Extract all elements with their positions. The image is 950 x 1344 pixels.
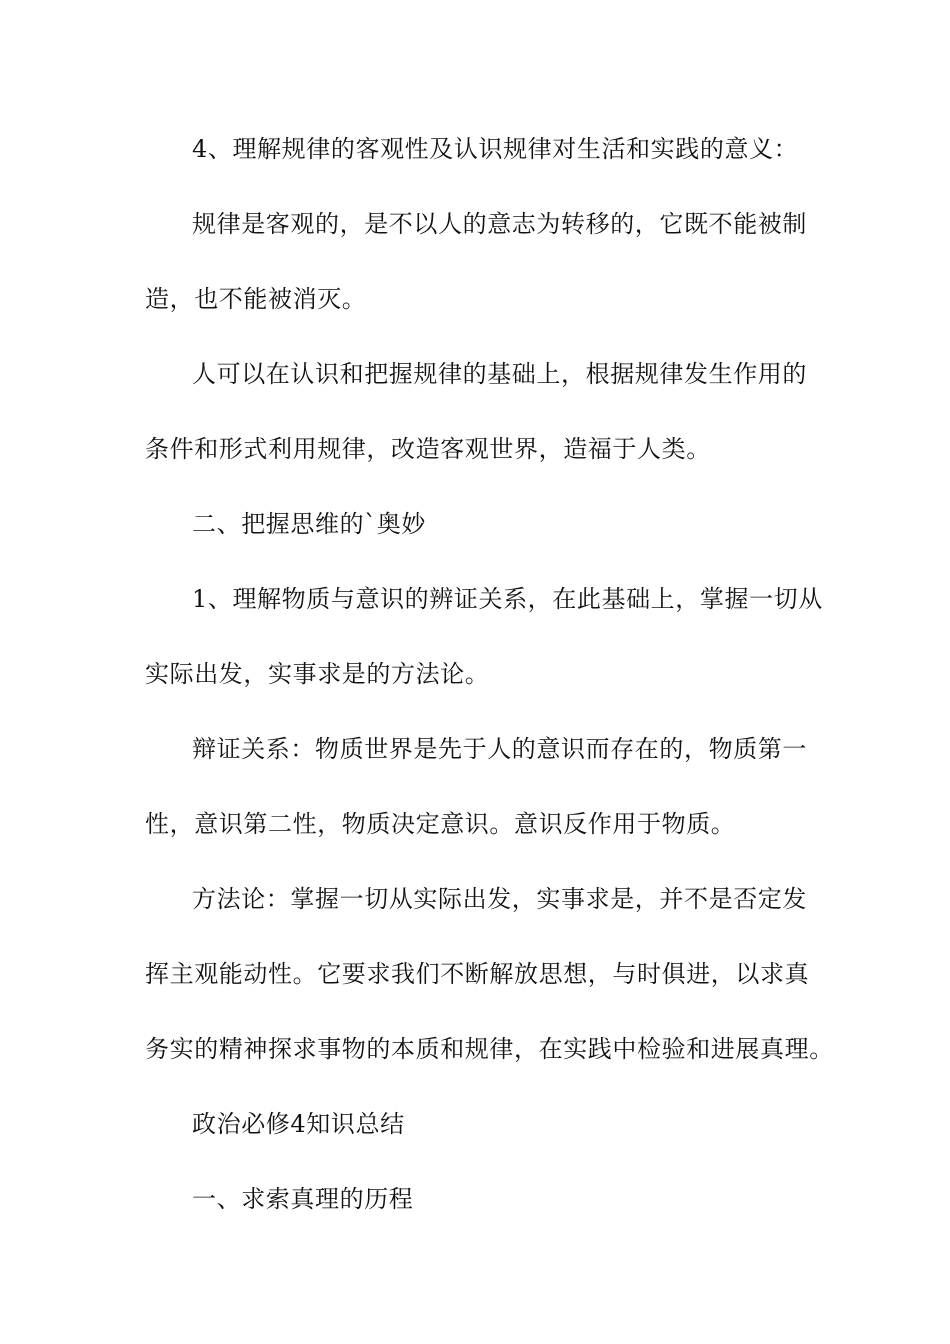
paragraph-line: 造，也不能被消灭。 xyxy=(145,285,367,313)
section-heading: 二、把握思维的`奥妙 xyxy=(192,510,426,538)
paragraph-line: 实际出发，实事求是的方法论。 xyxy=(145,660,490,688)
paragraph-line: 挥主观能动性。它要求我们不断解放思想，与时俱进，以求真 xyxy=(145,960,810,988)
paragraph-line: 人可以在认识和把握规律的基础上，根据规律发生作用的 xyxy=(192,360,807,388)
paragraph-line: 务实的精神探求事物的本质和规律，在实践中检验和进展真理。 xyxy=(145,1035,834,1063)
paragraph-line: 性，意识第二性，物质决定意识。意识反作用于物质。 xyxy=(145,810,736,838)
paragraph-line: 1、理解物质与意识的辨证关系，在此基础上，掌握一切从 xyxy=(192,585,823,613)
paragraph-line: 方法论：掌握一切从实际出发，实事求是，并不是否定发 xyxy=(192,885,807,913)
paragraph-line: 辩证关系：物质世界是先于人的意识而存在的，物质第一 xyxy=(192,735,807,763)
section-heading: 一、求索真理的历程 xyxy=(192,1185,414,1213)
document-title: 政治必修4知识总结 xyxy=(192,1110,405,1138)
paragraph-line: 4、理解规律的客观性及认识规律对生活和实践的意义： xyxy=(192,135,799,163)
paragraph-line: 规律是客观的，是不以人的意志为转移的，它既不能被制 xyxy=(192,210,807,238)
paragraph-line: 条件和形式利用规律，改造客观世界，造福于人类。 xyxy=(145,435,711,463)
